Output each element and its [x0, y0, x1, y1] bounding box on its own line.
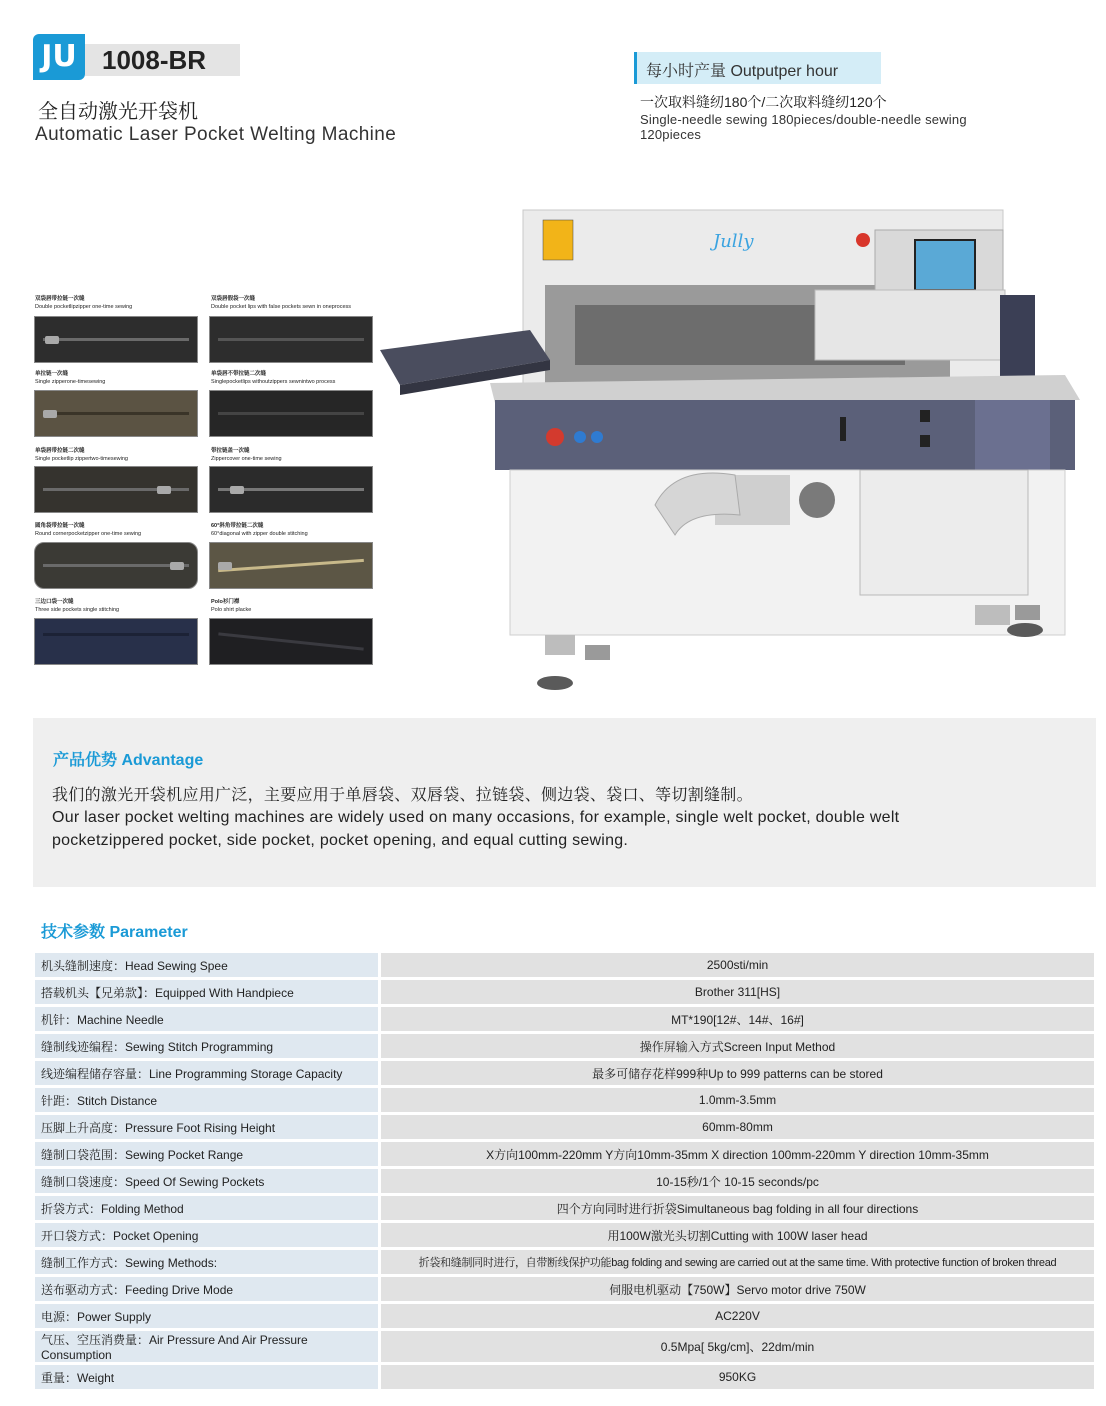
machine-image: [375, 205, 1080, 695]
advantage-text-english: Our laser pocket welting machines are widely used on many occasions, for example, single welt pocket, double welt pocketzippered pocket, side pocket, pocket opening, and equal cutting sewing.: [52, 809, 900, 849]
table-row: [35, 1196, 1094, 1220]
output-english: Single-needle sewing 180pieces/double-needle sewing 120pieces: [640, 112, 967, 142]
param-label: 机针：Machine Needle: [35, 1007, 381, 1031]
param-value: 操作屏输入方式Screen Input Method: [381, 1034, 1094, 1058]
sample-image: [209, 618, 373, 665]
param-value: 用100W激光头切割Cutting with 100W laser head: [381, 1223, 1094, 1247]
table-row: [35, 1034, 1094, 1058]
param-label: 缝制口袋速度：Speed Of Sewing Pockets: [35, 1169, 381, 1193]
param-value: AC220V: [381, 1304, 1094, 1328]
title-chinese: 全自动激光开袋机: [38, 101, 198, 123]
param-label: 缝制工作方式：Sewing Methods:: [35, 1250, 381, 1274]
table-row: [35, 980, 1094, 1004]
param-label: 电源：Power Supply: [35, 1304, 381, 1328]
param-value: 1.0mm-3.5mm: [381, 1088, 1094, 1112]
table-row: [35, 1223, 1094, 1247]
param-value: X方向100mm-220mm Y方向10mm-35mm X direction 100mm-220mm Y direction 10mm-35mm: [381, 1142, 1094, 1166]
sample-label: 60°斜角带拉链二次缝 60°diagonal with zipper double stitching: [211, 523, 308, 537]
advantage-title: 产品优势 Advantage: [53, 752, 204, 769]
param-label: 线迹编程储存容量：Line Programming Storage Capacity: [35, 1061, 381, 1085]
table-row: [35, 1169, 1094, 1193]
table-row: [35, 1331, 1094, 1362]
sample-label: 双袋唇假袋一次缝 Double pocket lips with false pockets sewn in oneprocess: [211, 296, 352, 310]
param-value: 950KG: [381, 1365, 1094, 1389]
param-label: 重量：Weight: [35, 1365, 381, 1389]
param-label: 搭载机头【兄弟款】：Equipped With Handpiece: [35, 980, 381, 1004]
param-value: 60mm-80mm: [381, 1115, 1094, 1139]
param-value: 折袋和缝制同时进行，自带断线保护功能bag folding and sewing are carried out at the same time. With protective function of broken thread: [381, 1250, 1094, 1274]
sample-image: [34, 618, 198, 665]
sample-image: [34, 390, 198, 437]
sample-label: 三边口袋一次缝 Three side pockets single stitching: [35, 599, 120, 613]
brand-logo: JU: [33, 34, 85, 80]
param-label: 机头缝制速度：Head Sewing Spee: [35, 953, 381, 977]
param-value: 0.5Mpa[ 5kg/cm]、22dm/min: [381, 1331, 1094, 1362]
sample-image: [209, 466, 373, 513]
param-value: 2500sti/min: [381, 953, 1094, 977]
param-label: 缝制线迹编程：Sewing Stitch Programming: [35, 1034, 381, 1058]
sample-label: Polo衫门襟 Polo shirt placke: [211, 599, 252, 613]
table-row: [35, 1304, 1094, 1328]
sample-label: 单袋唇带拉链二次缝 Single pocketlip zippertwo-timesewing: [35, 448, 128, 462]
sample-label: 单拉链一次缝 Single zipperone-timesewing: [35, 371, 106, 385]
table-row: [35, 953, 1094, 977]
sample-image: [34, 542, 198, 589]
param-label: 压脚上升高度：Pressure Foot Rising Height: [35, 1115, 381, 1139]
table-row: [35, 1142, 1094, 1166]
table-row: [35, 1061, 1094, 1085]
param-label: 折袋方式：Folding Method: [35, 1196, 381, 1220]
sample-label: 带拉链盖一次缝 Zippercover one-time sewing: [211, 448, 282, 462]
table-row: [35, 1007, 1094, 1031]
table-row: [35, 1088, 1094, 1112]
sample-label: 单袋唇不带拉链二次缝 Singlepocketlips withoutzippers sewnintwo process: [211, 371, 336, 385]
sample-image: [34, 466, 198, 513]
sample-image: [34, 316, 198, 363]
sample-label: 双袋唇带拉链一次缝 Double pocketlipzipper one-time sewing: [35, 296, 133, 310]
sample-image: [209, 316, 373, 363]
table-row: [35, 1250, 1094, 1274]
output-chinese: 一次取料缝纫180个/二次取料缝纫120个: [640, 94, 887, 110]
param-value: Brother 311[HS]: [381, 980, 1094, 1004]
param-value: 伺服电机驱动【750W】Servo motor drive 750W: [381, 1277, 1094, 1301]
table-row: [35, 1277, 1094, 1301]
table-row: [35, 1365, 1094, 1389]
model-number: 1008-BR: [102, 45, 207, 75]
title-english: Automatic Laser Pocket Welting Machine: [35, 124, 397, 145]
advantage-text-chinese: 我们的激光开袋机应用广泛，主要应用于单唇袋、双唇袋、拉链袋、侧边袋、袋口、等切割缝制。: [52, 787, 753, 804]
parameter-table: [35, 950, 1094, 1392]
param-value: 四个方向同时进行折袋Simultaneous bag folding in all four directions: [381, 1196, 1094, 1220]
param-label: 气压、空压消费量：Air Pressure And Air Pressure Consumption: [35, 1331, 381, 1362]
param-label: 开口袋方式：Pocket Opening: [35, 1223, 381, 1247]
param-label: 针距：Stitch Distance: [35, 1088, 381, 1112]
output-heading: [634, 52, 881, 84]
param-label: 送布驱动方式：Feeding Drive Mode: [35, 1277, 381, 1301]
param-label: 缝制口袋范围：Sewing Pocket Range: [35, 1142, 381, 1166]
table-row: [35, 1115, 1094, 1139]
param-value: MT*190[12#、14#、16#]: [381, 1007, 1094, 1031]
parameter-title: 技术参数 Parameter: [41, 924, 188, 941]
sample-label: 圆角袋带拉链一次缝 Round cornerpocketzipper one-time sewing: [35, 523, 142, 537]
param-value: 最多可储存花样999种Up to 999 patterns can be stored: [381, 1061, 1094, 1085]
sample-image: [209, 542, 373, 589]
sample-image: [209, 390, 373, 437]
param-value: 10-15秒/1个 10-15 seconds/pc: [381, 1169, 1094, 1193]
machine-brand: Jully: [713, 231, 754, 252]
output-heading-label: 每小时产量 Outputper hour: [646, 63, 839, 80]
